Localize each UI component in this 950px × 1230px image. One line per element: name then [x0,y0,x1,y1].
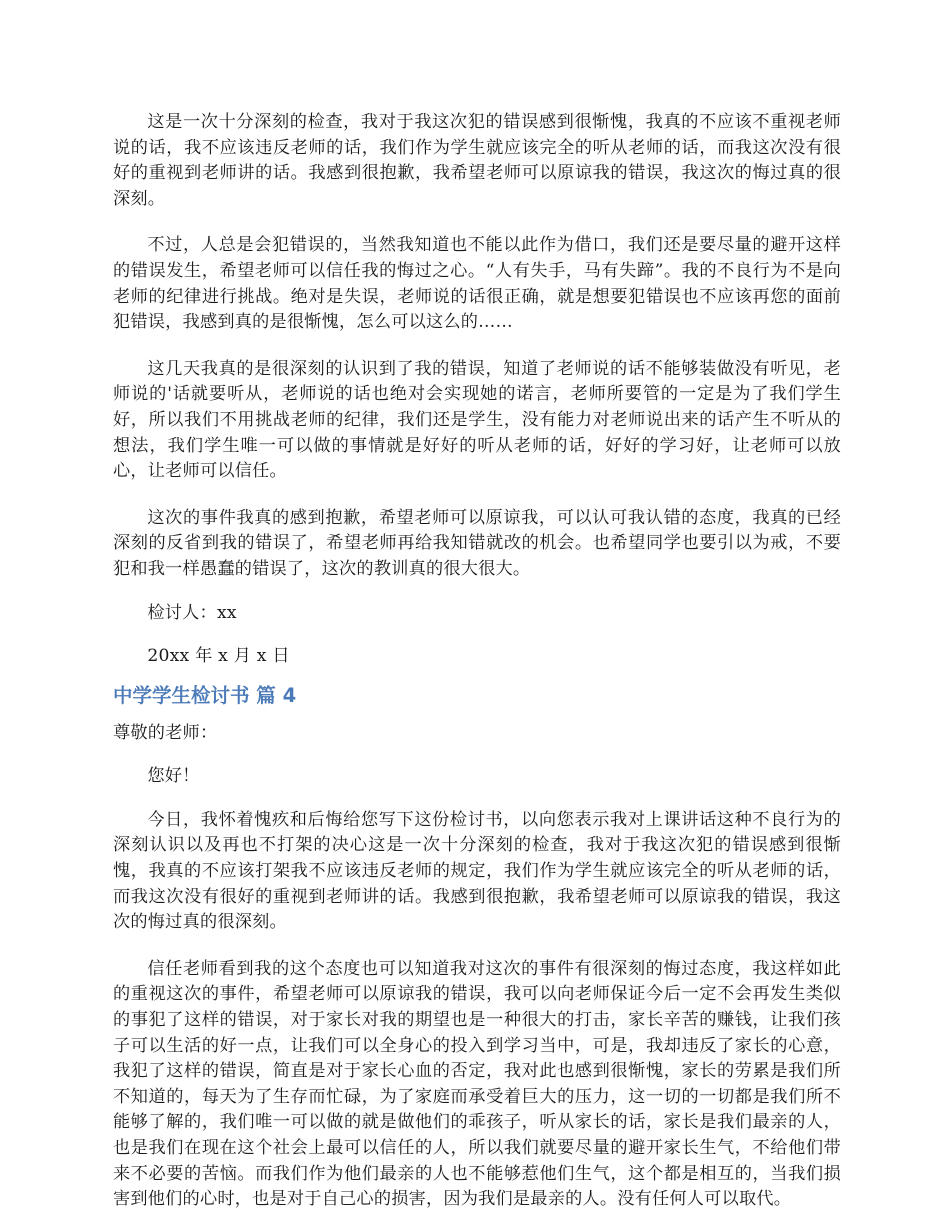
paragraph-4: 这次的事件我真的感到抱歉，希望老师可以原谅我，可以认可我认错的态度，我真的已经深刻的反省到我的错误了，希望老师再给我知错就改的机会。也希望同学也要引以为戒，不要犯和我一样愚蠢的错误了，这次的教训真的很大很大。 [113,507,841,579]
document-page [113,110,841,1213]
date-line: 20xx 年 x 月 x 日 [147,646,290,667]
paragraph-1: 这是一次十分深刻的检查，我对于我这次犯的错误感到很惭愧，我真的不应该不重视老师说的话，我不应该违反老师的话，我们作为学生就应该完全的听从老师的话，而我这次没有很好的重视到老师讲的话。我感到很抱歉，我希望老师可以原谅我的错误，我这次的悔过真的很深刻。 [113,112,841,209]
paragraph-2: 不过，人总是会犯错误的，当然我知道也不能以此作为借口，我们还是要尽量的避开这样的错误发生，希望老师可以信任我的悔过之心。“人有失手，马有失蹄”。我的不良行为不是向老师的纪律进行挑战。绝对是失误，老师说的话很正确，就是想要犯错误也不应该再您的面前犯错误，我感到真的是很惭愧，怎么可以这么的…… [113,235,841,333]
salutation: 尊敬的老师： [113,722,218,743]
signature-line: 检讨人：xx [147,602,237,623]
section-title: 中学学生检讨书 篇 4 [113,683,297,707]
greeting: 您好！ [147,766,200,787]
paragraph-3: 这几天我真的是很深刻的认识到了我的错误，知道了老师说的话不能够装做没有听见，老师说的'话就要听从，老师说的话也绝对会实现她的诺言，老师所要管的一定是为了我们学生好，所以我们不用挑战老师的纪律，我们还是学生，没有能力对老师说出来的话产生不听从的想法，我们学生唯一可以做的事情就是好好的听从老师的话，好好的学习好，让老师可以放心，让老师可以信任。 [113,358,841,482]
paragraph-5: 今日，我怀着愧疚和后悔给您写下这份检讨书，以向您表示我对上课讲话这种不良行为的深刻认识以及再也不打架的决心这是一次十分深刻的检查，我对于我这次犯的错误感到很惭愧，我真的不应该打架我不应该违反老师的规定，我们作为学生就应该完全的听从老师的话，而我这次没有很好的重视到老师讲的话。我感到很抱歉，我希望老师可以原谅我的错误，我这次的悔过真的很深刻。 [113,809,841,933]
paragraph-6: 信任老师看到我的这个态度也可以知道我对这次的事件有很深刻的悔过态度，我这样如此的重视这次的事件，希望老师可以原谅我的错误，我可以向老师保证今后一定不会再发生类似的事犯了这样的错误，对于家长对我的期望也是一种很大的打击，家长辛苦的赚钱，让我们孩子可以生活的好一点，让我们可以全身心的投入到学习当中，可是，我却违反了家长的心意，我犯了这样的错误，简直是对于家长心血的否定，我对此也感到很惭愧，家长的劳累是我们所不知道的，每天为了生存而忙碌，为了家庭而承受着巨大的压力，这一切的一切都是我们所不能够了解的，我们唯一可以做的就是做他们的乖孩子，听从家长的话，家长是我们最亲的人，也是我们在现在这个社会上最可以信任的人，所以我们就要尽量的避开家长生气，不给他们带来不必要的苦恼。而我们作为他们最亲的人也不能够惹他们生气，这个都是相互的，当我们损害到他们的心时，也是对于自己心的损害，因为我们是最亲的人。没有任何人可以取代。 [113,958,841,1210]
